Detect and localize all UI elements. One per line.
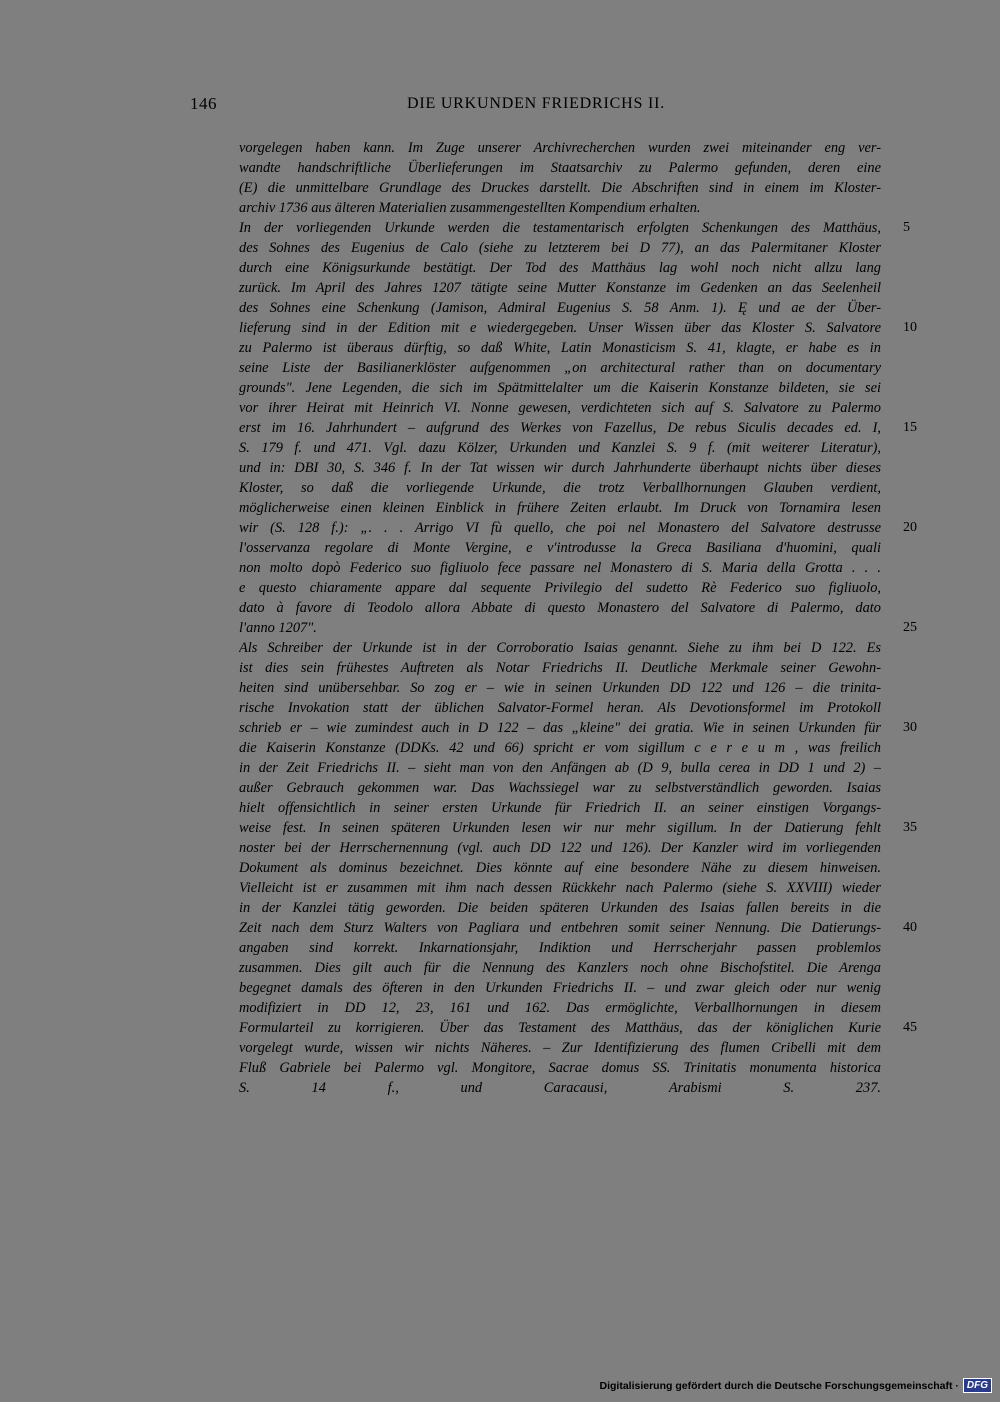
running-title: DIE URKUNDEN FRIEDRICHS II. (406, 95, 666, 112)
page-number: 146 (190, 94, 217, 113)
text-line: e questo chiaramente appare dal sequente Privilegio del sudetto Rè Federico suo figliuolo, (239, 580, 881, 596)
text-line: ist dies sein frühestes Auftreten als Notar Friedrichs II. Deutliche Merkmale seiner Gewohn- (239, 660, 881, 676)
dfg-logo: DFG (963, 1378, 992, 1393)
text-line: hielt offensichtlich in seiner ersten Urkunde für Friedrich II. an seiner einstigen Vorgangs- (239, 800, 881, 816)
text-line: noster bei der Herrschernennung (vgl. auch DD 122 und 126). Der Kanzler wird im vorliegenden (239, 840, 881, 856)
text-line: die Kaiserin Konstanze (DDKs. 42 und 66) spricht er vom sigillum c e r e u m , was freilich (239, 740, 881, 756)
text-line: in der Zeit Friedrichs II. – sieht man von den Anfängen ab (D 9, bulla cerea in DD 1 und 2) – (239, 760, 881, 776)
text-line: S. 14 f., und Caracausi, Arabismi S. 237. (239, 1080, 881, 1096)
text-line: begegnet damals des öfteren in den Urkunden Friedrichs II. – und zwar gleich oder nur wenig (239, 980, 881, 996)
commentary-text (239, 138, 881, 1098)
line-number: 10 (903, 320, 917, 335)
text-line: grounds". Jene Legenden, die sich im Spätmittelalter um die Kaiserin Konstanze bildeten, sie sei (239, 380, 881, 396)
text-line: seine Liste der Basilianerklöster aufgenommen „on architectural rather than on documentary (239, 360, 881, 376)
text-line: (E) die unmittelbare Grundlage des Druckes darstellt. Die Abschriften sind in einem im Kloster- (239, 180, 881, 196)
text-line: heiten sind unübersehbar. So zog er – wie in seinen Urkunden DD 122 und 126 – die trinita- (239, 680, 881, 696)
text-line: Zeit nach dem Sturz Walters von Pagliara und entbehren somit seiner Nennung. Die Datierungs- (239, 920, 881, 936)
text-line: außer Gebrauch gekommen war. Das Wachssiegel war zu selbstverständlich geworden. Isaias (239, 780, 881, 796)
funding-note: Digitalisierung gefördert durch die Deutsche Forschungsgemeinschaft · (599, 1379, 959, 1392)
text-line: erst im 16. Jahrhundert – aufgrund des Werkes von Fazellus, De rebus Siculis decades ed. I, (239, 420, 881, 436)
text-line: modifiziert in DD 12, 23, 161 und 162. Das ermöglichte, Verballhornungen in diesem (239, 1000, 881, 1016)
text-line: weise fest. In seinen späteren Urkunden lesen wir nur mehr sigillum. In der Datierung fehlt (239, 820, 881, 836)
text-line: vorgelegen haben kann. Im Zuge unserer Archivrecherchen wurden zwei miteinander eng ver- (239, 140, 881, 156)
text-line: l'osservanza regolare di Monte Vergine, e v'introdusse la Greca Basiliana d'huomini, quali (239, 540, 881, 556)
line-number: 35 (903, 820, 917, 835)
text-line: non molto dopò Federico suo figliuolo fece passare nel Monastero di S. Maria della Grotta . . . (239, 560, 881, 576)
text-line: des Sohnes eine Schenkung (Jamison, Admiral Eugenius S. 58 Anm. 1). Ę und ae der Über- (239, 300, 881, 316)
text-line: wir (S. 128 f.): „. . . Arrigo VI fù quello, che poi nel Monastero del Salvatore destrusse (239, 520, 881, 536)
text-line: möglicherweise einen kleinen Einblick in frühere Zeiten erlaubt. Im Druck von Tornamira lesen (239, 500, 881, 516)
text-line: S. 179 f. und 471. Vgl. dazu Kölzer, Urkunden und Kanzlei S. 9 f. (mit weiterer Literatur), (239, 440, 881, 456)
text-line: Formularteil zu korrigieren. Über das Testament des Matthäus, das der königlichen Kurie (239, 1020, 881, 1036)
line-number: 40 (903, 920, 917, 935)
line-number: 15 (903, 420, 917, 435)
line-number: 45 (903, 1020, 917, 1035)
text-line: vor ihrer Heirat mit Heinrich VI. Nonne gewesen, verdichteten sich auf S. Salvatore zu Palermo (239, 400, 881, 416)
text-line: Als Schreiber der Urkunde ist in der Corroboratio Isaias genannt. Siehe zu ihm bei D 122. Es (239, 640, 881, 656)
line-number: 25 (903, 620, 917, 635)
text-line: und in: DBI 30, S. 346 f. In der Tat wissen wir durch Jahrhunderte überhaupt nichts über dieses (239, 460, 881, 476)
funding-footer (600, 1378, 993, 1393)
text-line: vorgelegt wurde, wissen wir nichts Näheres. – Zur Identifizierung des flumen Cribelli mit dem (239, 1040, 881, 1056)
text-line: des Sohnes des Eugenius de Calo (siehe zu letzterem bei D 77), an das Palermitaner Kloster (239, 240, 881, 256)
text-line: zu Palermo ist überaus dürftig, so daß White, Latin Monasticism S. 41, klagte, er habe es in (239, 340, 881, 356)
line-number: 20 (903, 520, 917, 535)
text-line: rische Invokation statt der üblichen Salvator-Formel heran. Als Devotionsformel im Protokoll (239, 700, 881, 716)
text-line: archiv 1736 aus älteren Materialien zusammengestellten Kompendium erhalten. (239, 200, 701, 216)
text-line: Dokument als dominus bezeichnet. Dies könnte auf eine besondere Nähe zu diesem hinweisen. (239, 860, 881, 876)
text-line: zusammen. Dies gilt auch für die Nennung des Kanzlers noch ohne Bischofstitel. Die Arenga (239, 960, 881, 976)
text-line: lieferung sind in der Edition mit e wiedergegeben. Unser Wissen über das Kloster S. Salvatore (239, 320, 881, 336)
line-number: 30 (903, 720, 917, 735)
text-line: l'anno 1207". (239, 620, 317, 636)
text-line: dato à favore di Teodolo allora Abbate di questo Monastero del Salvatore di Palermo, dato (239, 600, 881, 616)
text-line: Vielleicht ist er zusammen mit ihm nach dessen Rückkehr nach Palermo (siehe S. XXVIII) wieder (239, 880, 881, 896)
text-line: zurück. Im April des Jahres 1207 tätigte seine Mutter Konstanze im Gedenken an das Seelenheil (239, 280, 881, 296)
text-line: In der vorliegenden Urkunde werden die testamentarisch erfolgten Schenkungen des Matthäus, (239, 220, 881, 236)
line-number: 5 (903, 220, 910, 235)
text-line: angaben sind korrekt. Inkarnationsjahr, Indiktion und Herrscherjahr passen problemlos (239, 940, 881, 956)
text-line: Kloster, so daß die vorliegende Urkunde, die trotz Verballhornungen Glauben verdient, (239, 480, 881, 496)
text-line: wandte handschriftliche Überlieferungen im Staatsarchiv zu Palermo gefunden, deren eine (239, 160, 881, 176)
text-line: schrieb er – wie zumindest auch in D 122 – das „kleine" dei gratia. Wie in seinen Urkunden für (239, 720, 881, 736)
text-line: Fluß Gabriele bei Palermo vgl. Mongitore, Sacrae domus SS. Trinitatis monumenta historica (239, 1060, 881, 1076)
text-line: in der Kanzlei tätig geworden. Die beiden späteren Urkunden des Isaias fallen bereits in die (239, 900, 881, 916)
text-line: durch eine Königsurkunde bestätigt. Der Tod des Matthäus lag wohl noch nicht allzu lang (239, 260, 881, 276)
